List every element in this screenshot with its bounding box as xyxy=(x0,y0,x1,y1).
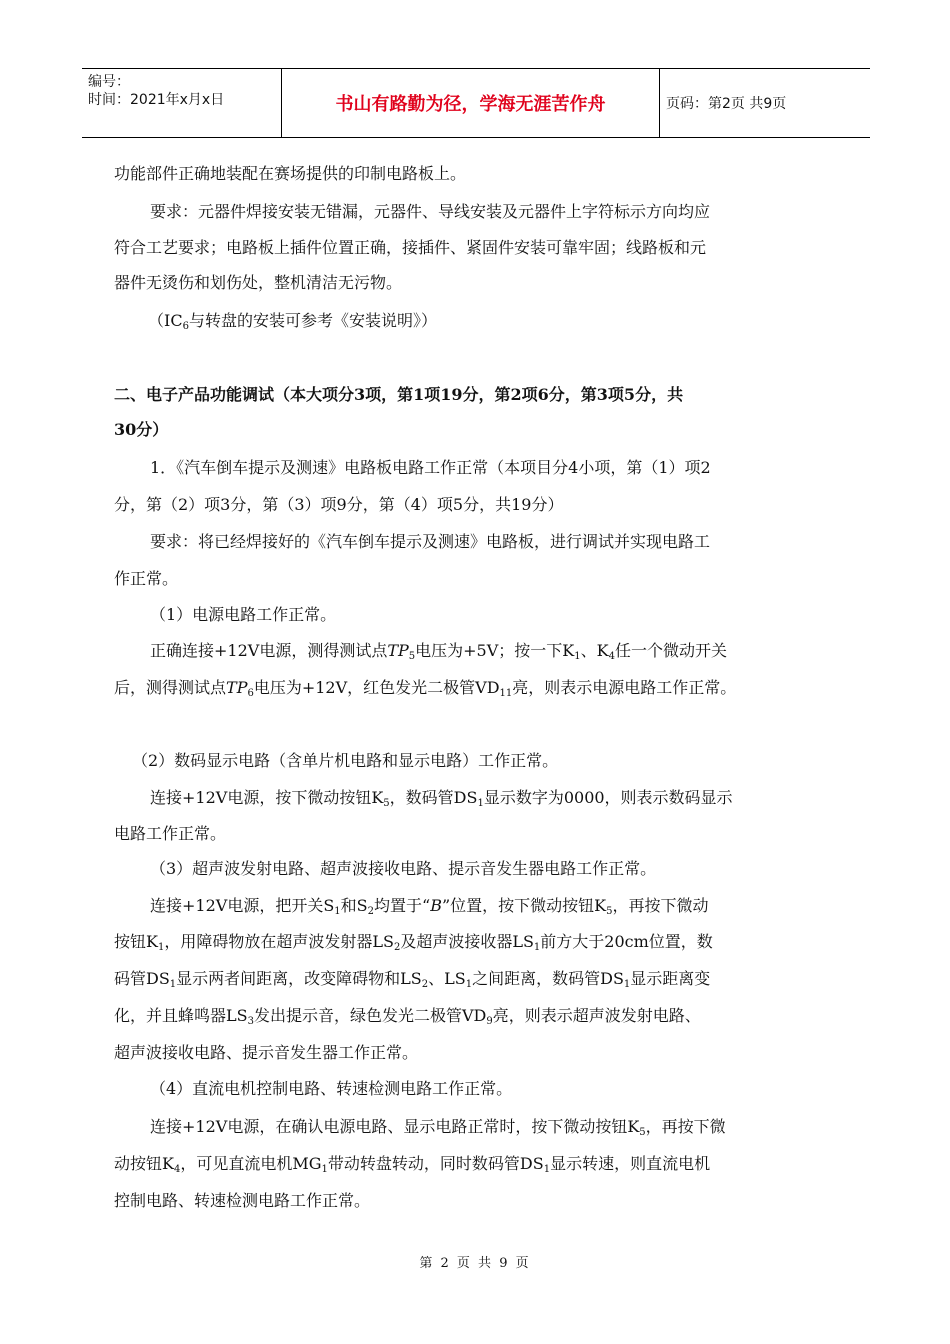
body-line: 分，第（2）项3分，第（3）项9分，第（4）项5分，共19分） xyxy=(114,495,564,514)
body-line: 功能部件正确地装配在赛场提供的印制电路板上。 xyxy=(114,164,467,183)
body-line: 器件无烫伤和划伤处，整机清洁无污物。 xyxy=(114,273,403,292)
body-line: （$IC_6$与转盘的安装可参考《安装说明》） xyxy=(148,311,437,332)
subsection-title: （4）直流电机控制电路、转速检测电路工作正常。 xyxy=(150,1079,513,1098)
header-motto: 书山有路勤为径，学海无涯苦作舟 xyxy=(282,69,660,137)
page-header xyxy=(82,68,870,138)
body-line: 按钮$K_1$，用障碍物放在超声波发射器$LS_2$及超声波接收器$LS_1$前方大于20cm位置，数 xyxy=(114,932,713,953)
body-line: 超声波接收电路、提示音发生器工作正常。 xyxy=(114,1043,419,1062)
body-line: 要求：将已经焊接好的《汽车倒车提示及测速》电路板，进行调试并实现电路工 xyxy=(150,532,711,551)
body-line: 码管$DS_1$显示两者间距离，改变障碍物和$LS_2$、$LS_1$之间距离，数码管$DS_1$显示距离变 xyxy=(114,969,711,990)
subsection-title: （2）数码显示电路（含单片机电路和显示电路）工作正常。 xyxy=(132,751,559,770)
header-page-info: 页码：第2页 共9页 xyxy=(666,96,787,112)
body-line: 符合工艺要求；电路板上插件位置正确，接插件、紧固件安装可靠牢固；线路板和元 xyxy=(114,238,707,257)
body-line: 后，测得测试点$TP_6$电压为+12V，红色发光二极管$VD_{11}$亮，则表示电源电路工作正常。 xyxy=(114,678,737,699)
body-line: 化，并且蜂鸣器$LS_3$发出提示音，绿色发光二极管$VD_9$亮，则表示超声波发射电路、 xyxy=(114,1006,701,1027)
body-line: 连接+12V电源，按下微动按钮$K_5$，数码管$DS_1$显示数字为0000，则表示数码显示 xyxy=(150,788,733,809)
body-line: 控制电路、转速检测电路工作正常。 xyxy=(114,1191,371,1210)
body-line: 动按钮$K_4$，可见直流电机$MG_1$带动转盘转动，同时数码管$DS_1$显示转速，则直流电机 xyxy=(114,1154,711,1175)
subsection-title: （3）超声波发射电路、超声波接收电路、提示音发生器电路工作正常。 xyxy=(150,859,657,878)
section-heading: 二、电子产品功能调试（本大项分3项，第1项19分，第2项6分，第3项5分，共 xyxy=(114,385,684,404)
page-footer: 第 2 页 共 9 页 xyxy=(419,1256,531,1271)
header-meta xyxy=(82,69,282,137)
document-time-label: 时间：2021年x月x日 xyxy=(88,92,225,108)
body-line: 要求：元器件焊接安装无错漏，元器件、导线安装及元器件上字符标示方向均应 xyxy=(150,202,711,221)
body-line: 1．《汽车倒车提示及测速》电路板电路工作正常（本项目分4小项，第（1）项2 xyxy=(150,458,711,477)
section-heading: 30分） xyxy=(114,420,169,439)
document-number-label: 编号： xyxy=(88,74,130,90)
body-line: 电路工作正常。 xyxy=(114,824,227,843)
subsection-title: （1）电源电路工作正常。 xyxy=(150,605,337,624)
body-line: 连接+12V电源，把开关$S_1$和$S_2$均置于“B”位置，按下微动按钮$K_5$，再按下微动 xyxy=(150,896,709,917)
body-line: 连接+12V电源，在确认电源电路、显示电路正常时，按下微动按钮$K_5$，再按下微 xyxy=(150,1117,726,1138)
body-line: 正确连接+12V电源，测得测试点$TP_5$电压为+5V；按一下$K_1$、$K_4$任一个微动开关 xyxy=(150,641,727,662)
body-line: 作正常。 xyxy=(114,569,179,588)
